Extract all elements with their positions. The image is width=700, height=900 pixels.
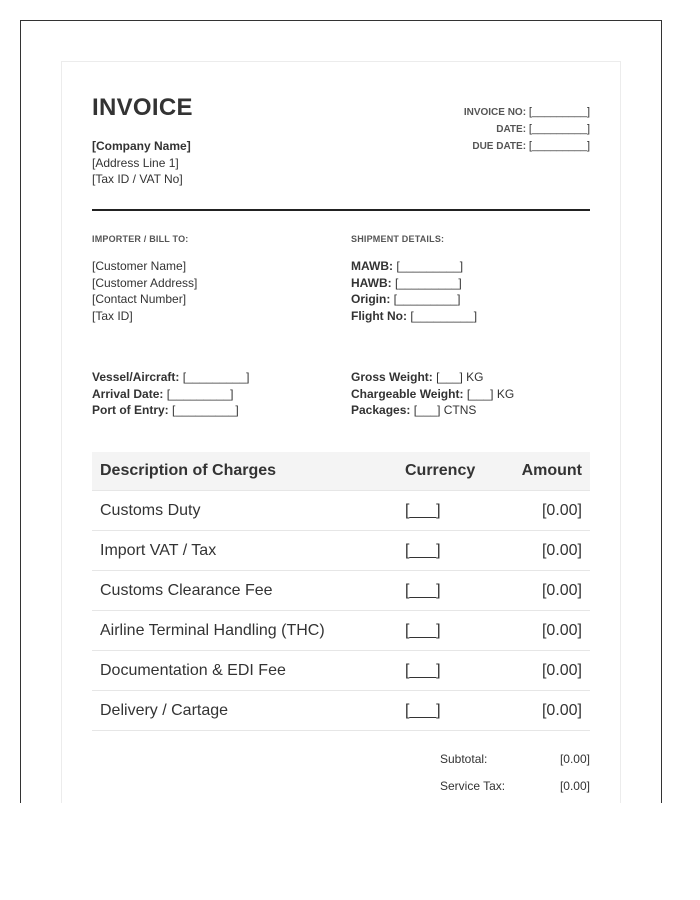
totals-row-service-tax — [440, 773, 590, 800]
shipment-row-mawb — [351, 258, 477, 275]
customer-name: [Customer Name] — [92, 259, 187, 273]
field-value: [_________] — [396, 259, 464, 273]
meta-row-invoice-no — [390, 104, 590, 121]
transport-row-vessel — [92, 369, 249, 386]
weight-row-gross — [351, 369, 514, 386]
field-label: Vessel/Aircraft: — [92, 370, 180, 384]
bill-to-block — [92, 258, 197, 325]
customer-tax-id: [Tax ID] — [92, 309, 133, 324]
table-row — [92, 571, 590, 611]
shipment-row-flight-no — [351, 308, 477, 325]
charge-description: Delivery / Cartage — [92, 691, 397, 731]
field-label: Gross Weight: — [351, 370, 433, 384]
field-value: [___] KG — [466, 386, 515, 401]
field-value: [_________] — [393, 292, 461, 307]
field-value: [_________] — [182, 370, 250, 384]
table-row — [92, 651, 590, 691]
meta-value: [_________] — [528, 123, 590, 135]
field-label: Packages: — [351, 403, 411, 418]
field-label: MAWB: — [351, 259, 393, 273]
field-label: Flight No: — [351, 309, 407, 324]
shipment-row-hawb — [351, 275, 477, 292]
field-value: [___] KG — [436, 370, 484, 384]
field-label: HAWB: — [351, 275, 392, 290]
charge-currency: [___] — [397, 611, 503, 651]
meta-row-due-date — [390, 138, 590, 155]
totals-label: Service Tax: — [440, 779, 506, 793]
weight-row-packages — [351, 402, 514, 419]
column-header-amount: Amount — [503, 452, 590, 491]
shipment-heading: SHIPMENT DETAILS: — [351, 234, 445, 244]
column-header-description: Description of Charges — [92, 452, 397, 491]
charge-currency: [___] — [397, 491, 503, 531]
charge-description: Documentation & EDI Fee — [92, 651, 397, 691]
charge-amount: [0.00] — [503, 571, 590, 611]
totals-value: [0.00] — [559, 752, 590, 766]
charge-amount: [0.00] — [503, 531, 590, 571]
transport-block — [92, 369, 249, 419]
charge-amount: [0.00] — [503, 651, 590, 691]
weight-row-chargeable — [351, 386, 514, 403]
company-block — [92, 138, 191, 188]
field-value: [___] CTNS — [413, 403, 477, 418]
field-value: [_________] — [395, 275, 462, 290]
meta-value: [_________] — [528, 140, 590, 152]
meta-value: [_________] — [528, 106, 590, 118]
meta-label: INVOICE NO: — [463, 107, 527, 118]
charge-amount: [0.00] — [503, 491, 590, 531]
shipment-row-origin — [351, 291, 477, 308]
table-row — [92, 491, 590, 531]
totals-label: Subtotal: — [440, 752, 488, 766]
customer-address: [Customer Address] — [92, 275, 198, 290]
company-tax-id: [Tax ID / VAT No] — [92, 172, 183, 186]
field-label: Port of Entry: — [92, 403, 169, 418]
table-row — [92, 531, 590, 571]
field-label: Chargeable Weight: — [351, 386, 464, 401]
transport-row-arrival — [92, 386, 249, 403]
charge-amount: [0.00] — [503, 691, 590, 731]
field-value: [_________] — [410, 309, 478, 324]
invoice-meta — [390, 104, 590, 155]
transport-row-port — [92, 402, 249, 419]
table-row — [92, 611, 590, 651]
charge-description: Import VAT / Tax — [92, 531, 397, 571]
meta-label: DATE: — [496, 124, 527, 135]
meta-row-date — [390, 121, 590, 138]
charge-description: Customs Duty — [92, 491, 397, 531]
column-header-currency: Currency — [397, 452, 503, 491]
totals-block — [440, 746, 590, 800]
totals-row-subtotal — [440, 746, 590, 773]
shipment-block — [351, 258, 477, 325]
field-value: [_________] — [172, 403, 239, 418]
charge-currency: [___] — [397, 651, 503, 691]
charge-amount: [0.00] — [503, 611, 590, 651]
table-row — [92, 691, 590, 731]
meta-label: DUE DATE: — [472, 141, 527, 152]
field-value: [_________] — [166, 386, 234, 401]
invoice-title: INVOICE — [92, 94, 193, 121]
charges-header-row — [92, 452, 590, 491]
bill-to-heading: IMPORTER / BILL TO: — [92, 234, 189, 244]
weights-block — [351, 369, 514, 419]
charge-description: Customs Clearance Fee — [92, 571, 397, 611]
totals-value: [0.00] — [559, 779, 590, 793]
charge-currency: [___] — [397, 571, 503, 611]
charge-description: Airline Terminal Handling (THC) — [92, 611, 397, 651]
field-label: Origin: — [351, 292, 391, 307]
header-divider — [92, 209, 590, 211]
company-address: [Address Line 1] — [92, 155, 179, 170]
company-name: [Company Name] — [92, 139, 191, 153]
charges-table — [92, 452, 590, 731]
field-label: Arrival Date: — [92, 386, 164, 401]
charge-currency: [___] — [397, 691, 503, 731]
contact-number: [Contact Number] — [92, 292, 187, 307]
charge-currency: [___] — [397, 531, 503, 571]
